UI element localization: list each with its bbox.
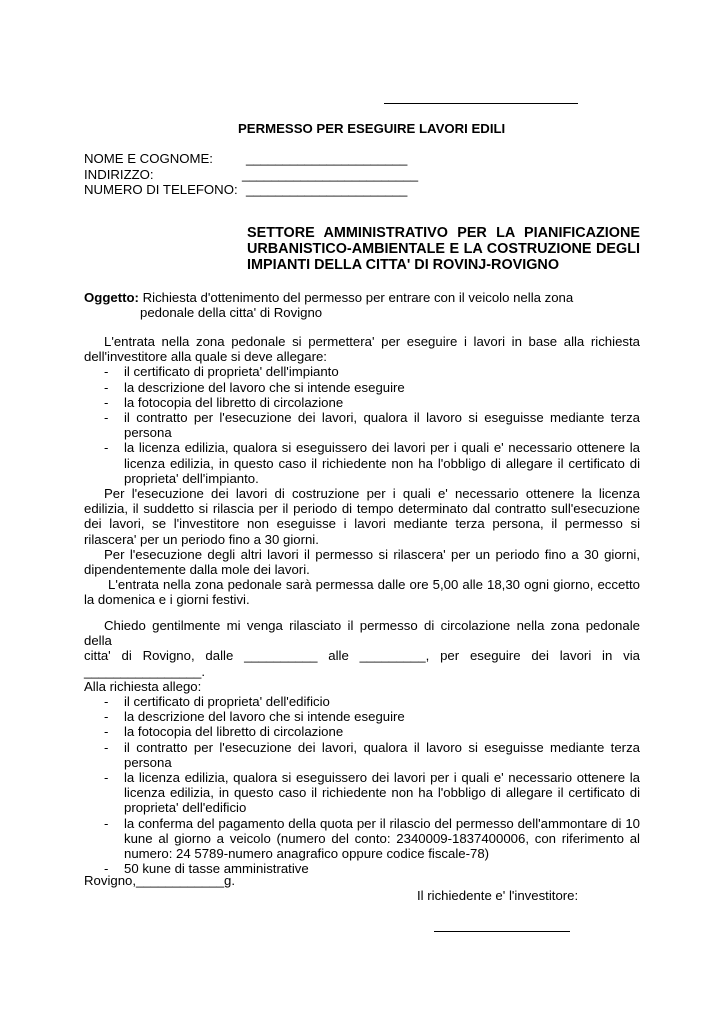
- list-item: - la licenza edilizia, qualora si eseguissero dei lavori per i quali e' necessario ottenere la licenza edilizia, in questo caso il richiedente non ha l'obbligo di allegare il certificato di proprieta' dell'impianto.: [104, 440, 640, 486]
- signature-label: Il richiedente e' l'investitore:: [417, 888, 579, 903]
- subject-line2: pedonale della citta' di Rovigno: [140, 305, 323, 321]
- paragraph-license: Per l'esecuzione dei lavori di costruzione per i quali e' necessario ottenere la licenza edilizia, il suddetto si rilascia per il periodo di tempo determinato dal contratto sull'esecuzione dei lavori, se l'investitore non eseguisse i lavori mediante terza persona, il permesso si rilascera' per un periodo fino a 30 giorni.: [84, 486, 640, 547]
- list-item: - la descrizione del lavoro che si intende eseguire: [104, 379, 405, 395]
- applicant-fields: [84, 151, 424, 198]
- list-item: - la fotocopia del libretto di circolazione: [104, 724, 344, 740]
- list-item: - il certificato di proprieta' dell'impianto: [104, 364, 339, 380]
- signature-line[interactable]: [434, 931, 570, 932]
- field-blank-name[interactable]: ______________________: [246, 151, 408, 166]
- recipient-block: [247, 225, 640, 273]
- document-title: PERMESSO PER ESEGUIRE LAVORI EDILI: [238, 121, 506, 136]
- recipient-line: URBANISTICO-AMBIENTALE E LA COSTRUZIONE DEGLI: [247, 241, 640, 257]
- field-label-name: NOME E COGNOME:: [84, 151, 213, 166]
- list-item: - il contratto per l'esecuzione dei lavori, qualora il lavoro si eseguisse mediante terza persona: [104, 410, 640, 441]
- attach-heading: Alla richiesta allego:: [84, 678, 202, 694]
- request-line1: Chiedo gentilmente mi venga rilasciato il permesso di circolazione nella zona pedonale della: [84, 618, 640, 649]
- subject: [84, 290, 644, 320]
- request-line2: citta' di Rovigno, dalle __________ alle _________, per eseguire dei lavori in via: [84, 648, 640, 664]
- request-section: [84, 618, 640, 876]
- attached-list: [84, 694, 640, 876]
- field-label-phone: NUMERO DI TELEFONO:: [84, 182, 238, 197]
- recipient-line: SETTORE AMMINISTRATIVO PER LA PIANIFICAZIONE: [247, 225, 640, 241]
- intro-line2: dell'investitore alla quale si deve allegare:: [84, 349, 327, 365]
- subject-line1: Richiesta d'ottenimento del permesso per entrare con il veicolo nella zona: [142, 290, 574, 305]
- field-label-address: INDIRIZZO:: [84, 166, 154, 182]
- list-item: - il certificato di proprieta' dell'edificio: [104, 694, 330, 710]
- list-item: - il contratto per l'esecuzione dei lavori, qualora il lavoro si eseguisse mediante terza persona: [104, 739, 640, 770]
- required-list: [84, 364, 640, 486]
- field-blank-address[interactable]: ________________________: [242, 166, 419, 182]
- subject-label: Oggetto:: [84, 290, 139, 305]
- intro-line1: L'entrata nella zona pedonale si permettera' per eseguire i lavori in base alla richiesta: [104, 334, 640, 349]
- request-line3: ________________.: [84, 663, 206, 679]
- field-blank-phone[interactable]: ______________________: [246, 182, 408, 197]
- place-date[interactable]: Rovigno,____________g.: [84, 873, 236, 888]
- list-item: - la licenza edilizia, qualora si eseguissero dei lavori per i quali e' necessario ottenere la licenza edilizia, in questo caso il richiedente non ha l'obbligo di allegare il certificato di proprieta' dell'edificio: [104, 770, 640, 816]
- list-item: - la fotocopia del libretto di circolazione: [104, 394, 344, 410]
- recipient-line: IMPIANTI DELLA CITTA' DI ROVINJ-ROVIGNO: [247, 257, 560, 273]
- paragraph-other-works: Per l'esecuzione degli altri lavori il permesso si rilascera' per un periodo fino a 30 giorni, dipendentemente dalla mole dei lavori.: [84, 546, 640, 578]
- list-item: - la descrizione del lavoro che si intende eseguire: [104, 709, 405, 725]
- body-section: [84, 334, 640, 608]
- top-blank-line: [384, 103, 578, 104]
- list-item: - 50 kune di tasse amministrative: [104, 861, 309, 877]
- paragraph-hours: L'entrata nella zona pedonale sarà permessa dalle ore 5,00 alle 18,30 ogni giorno, eccetto la domenica e i giorni festivi.: [84, 577, 640, 608]
- list-item: - la conferma del pagamento della quota per il rilascio del permesso dell'ammontare di 10 kune al giorno a veicolo (numero del conto: 2340009-1837400006, con riferimento al numero: 24 5789-numero anagrafico oppure codice fiscale-78): [104, 815, 640, 862]
